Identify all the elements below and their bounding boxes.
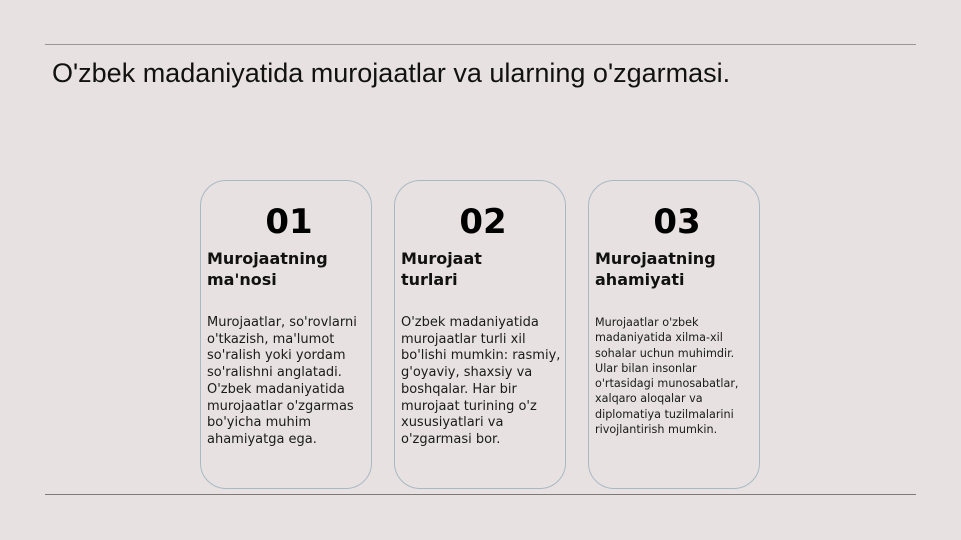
card-number: 03 <box>653 202 701 242</box>
card-heading-line: ma'nosi <box>207 270 277 289</box>
card-murojaatning-ahamiyati <box>588 180 760 489</box>
card-heading-line: ahamiyati <box>595 270 685 289</box>
card-description: Murojaatlar, so'rovlarni o'tkazish, ma'lumot so'ralish yoki yordam so'ralishni anglatadi. O'zbek madaniyatida murojaatlar o'zgarmas bo'yicha muhim ahamiyatga ega. <box>207 315 357 447</box>
card-heading-line: Murojaatning <box>595 249 716 268</box>
slide-title: O'zbek madaniyatida murojaatlar va ularning o'zgarmasi. <box>52 58 731 88</box>
card-heading <box>595 248 755 290</box>
card-murojaat-turlari <box>394 180 566 489</box>
card-murojaatning-manosi <box>200 180 372 489</box>
card-heading-line: Murojaatning <box>207 249 328 268</box>
card-heading-line: Murojaat <box>401 249 482 268</box>
card-number: 01 <box>265 202 313 242</box>
top-divider <box>45 44 916 45</box>
card-heading <box>401 248 561 290</box>
card-heading-line: turlari <box>401 270 458 289</box>
bottom-divider <box>45 494 916 495</box>
card-description: O'zbek madaniyatida murojaatlar turli xil bo'lishi mumkin: rasmiy, g'oyaviy, shaxsiy va boshqalar. Har bir murojaat turining o'z xususiyatlari va o'zgarmasi bor. <box>401 315 561 447</box>
card-heading <box>207 248 367 290</box>
card-number: 02 <box>459 202 507 242</box>
card-description: Murojaatlar o'zbek madaniyatida xilma-xil sohalar uchun muhimdir. Ular bilan insonlar o'rtasidagi munosabatlar, xalqaro aloqalar va diplomatiya tuzilmalarini rivojlantirish mumkin. <box>595 316 739 437</box>
